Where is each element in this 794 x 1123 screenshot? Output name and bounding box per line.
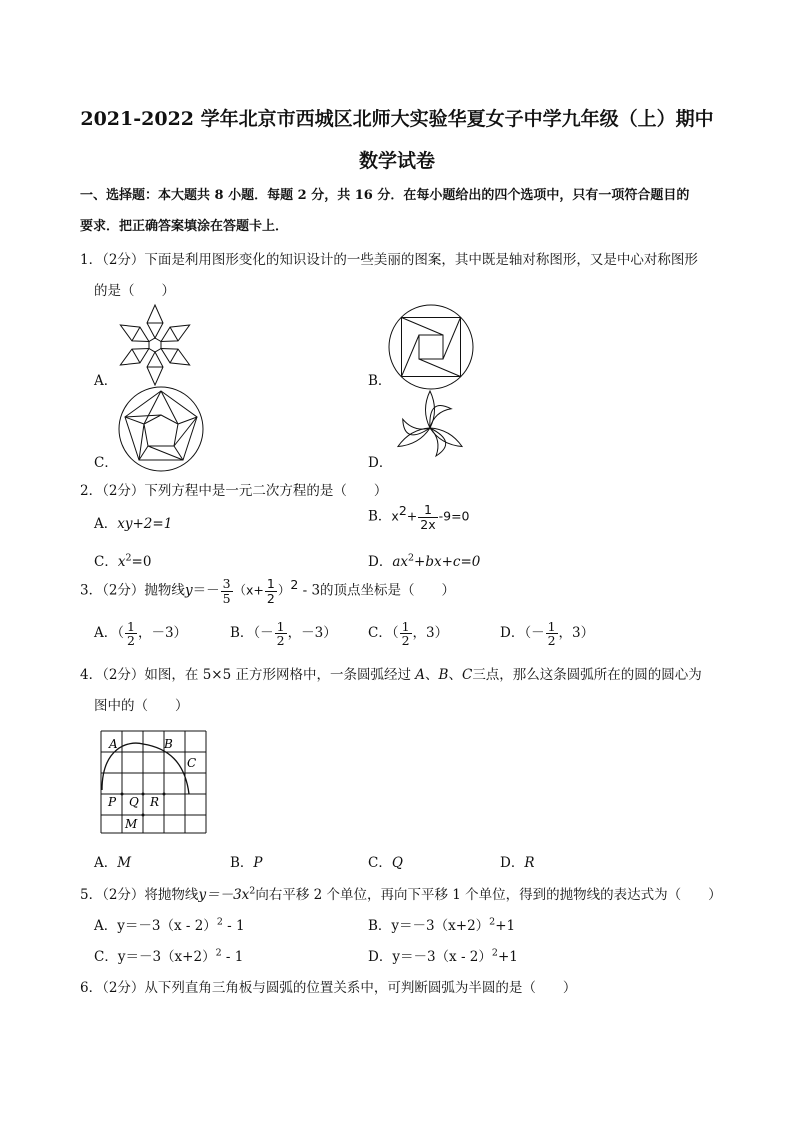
q3-option-b: B．（－ $\frac{1}{2}$ ，－3）: [230, 619, 337, 649]
exam-title-line2: 数学试卷: [358, 150, 435, 172]
q3-inner-fraction: $\frac{1}{2}$: [266, 576, 275, 606]
section1-line1: 一、选择题：本大题共 8 小题．每题 2 分，共 16 分．在每小题给出的四个选项中，只有一项符合题目的: [80, 188, 690, 203]
q6-stem: 6．（2分）从下列直角三角板与圆弧的位置关系中，可判断圆弧为半圆的是（ ）: [80, 980, 577, 996]
q3-option-d: D．（－ $\frac{1}{2}$ ，3）: [500, 619, 595, 649]
q4-stem-line2: 图中的（ ）: [94, 698, 189, 714]
q1-stem-line2: 的是（ ）: [94, 283, 175, 299]
q3-b-fraction: $\frac{1}{2}$: [276, 619, 285, 649]
q2-option-b: B．$x^2+$ $\frac{1}{2x}$ -9=0: [368, 502, 470, 532]
q2-b-fraction: $\frac{1}{2x}$: [420, 502, 436, 532]
q3-coef-fraction: $\frac{3}{5}$: [222, 576, 231, 606]
q1-option-c-figure: [116, 384, 206, 474]
q3-option-c: C．（ $\frac{1}{2}$ ，3）: [368, 619, 449, 649]
q4-option-d: D．R: [500, 855, 535, 871]
q5-option-d: D．y＝－3（x - 2）$^2$+1: [368, 947, 518, 965]
q3-option-a: A．（ $\frac{1}{2}$ ，－3）: [94, 619, 188, 649]
q2-option-d: D．$ax^2+bx+c=0$: [368, 552, 481, 570]
q5-option-a: A．y＝－3（x - 2）$^2$ - 1: [94, 916, 245, 934]
snowflake-arm: [147, 305, 163, 338]
q4-grid-figure: [98, 728, 210, 836]
point-m-label: M: [125, 817, 138, 831]
q3-d-fraction: $\frac{1}{2}$: [547, 619, 556, 649]
q2-option-a: A．xy+2=1: [94, 516, 173, 532]
exam-title-line1: 2021-2022 学年北京市西城区北师大实验华夏女子中学九年级（上）期中: [80, 108, 714, 130]
q1-option-d-label: D．: [368, 455, 393, 471]
point-c-label: C: [187, 756, 197, 770]
q5-option-c: C．$y=-3(x+2)^2 - 1$: [94, 947, 244, 965]
point-q-label: Q: [129, 795, 139, 809]
point-r-label: R: [150, 795, 160, 809]
q4-option-b: B．P: [230, 855, 263, 871]
q2-stem: 2．（2分）下列方程中是一元二次方程的是（ ）: [80, 483, 388, 499]
q4-option-c: C．Q: [368, 855, 403, 871]
q1-option-d-figure: [390, 388, 470, 468]
q1-option-b-figure: [386, 302, 476, 392]
q4-stem-line1: 4．（2分）如图，在 5×5 正方形网格中，一条圆弧经过 A、B、C三点，那么这条圆弧所在的圆的圆心为: [80, 667, 702, 683]
point-p-label: P: [108, 795, 117, 809]
q5-stem: 5．（2分）将抛物线$y=-3x^2$向右平移 2 个单位，再向下平移 1 个单位，得到的抛物线的表达式为（ ）: [80, 885, 722, 903]
q1-option-a-label: A．: [94, 373, 118, 389]
q3-a-fraction: $\frac{1}{2}$: [127, 619, 135, 649]
q1-option-b-label: B．: [368, 373, 392, 389]
point-a-label: A: [109, 737, 118, 751]
point-b-label: B: [164, 737, 173, 751]
q3-stem: 3．（2分）抛物线y＝－ $\frac{3}{5}$ （x+ $\frac{1}{2}$ ）$^2$ - 3的顶点坐标是（ ）: [80, 576, 456, 606]
q1-option-a-figure: [112, 300, 198, 390]
q4-option-a: A．M: [94, 855, 132, 871]
q2-option-c: C．$x^2=0$: [94, 552, 152, 570]
q5-option-b: B．$y=-3(x+2)^2+1$: [368, 916, 516, 934]
q1-option-c-label: C．: [94, 455, 118, 471]
q1-stem-line1: 1．（2分）下面是利用图形变化的知识设计的一些美丽的图案，其中既是轴对称图形，又是中心对称图形: [80, 252, 698, 268]
section1-line2: 要求．把正确答案填涂在答题卡上．: [80, 219, 289, 234]
q3-c-fraction: $\frac{1}{2}$: [401, 619, 410, 649]
